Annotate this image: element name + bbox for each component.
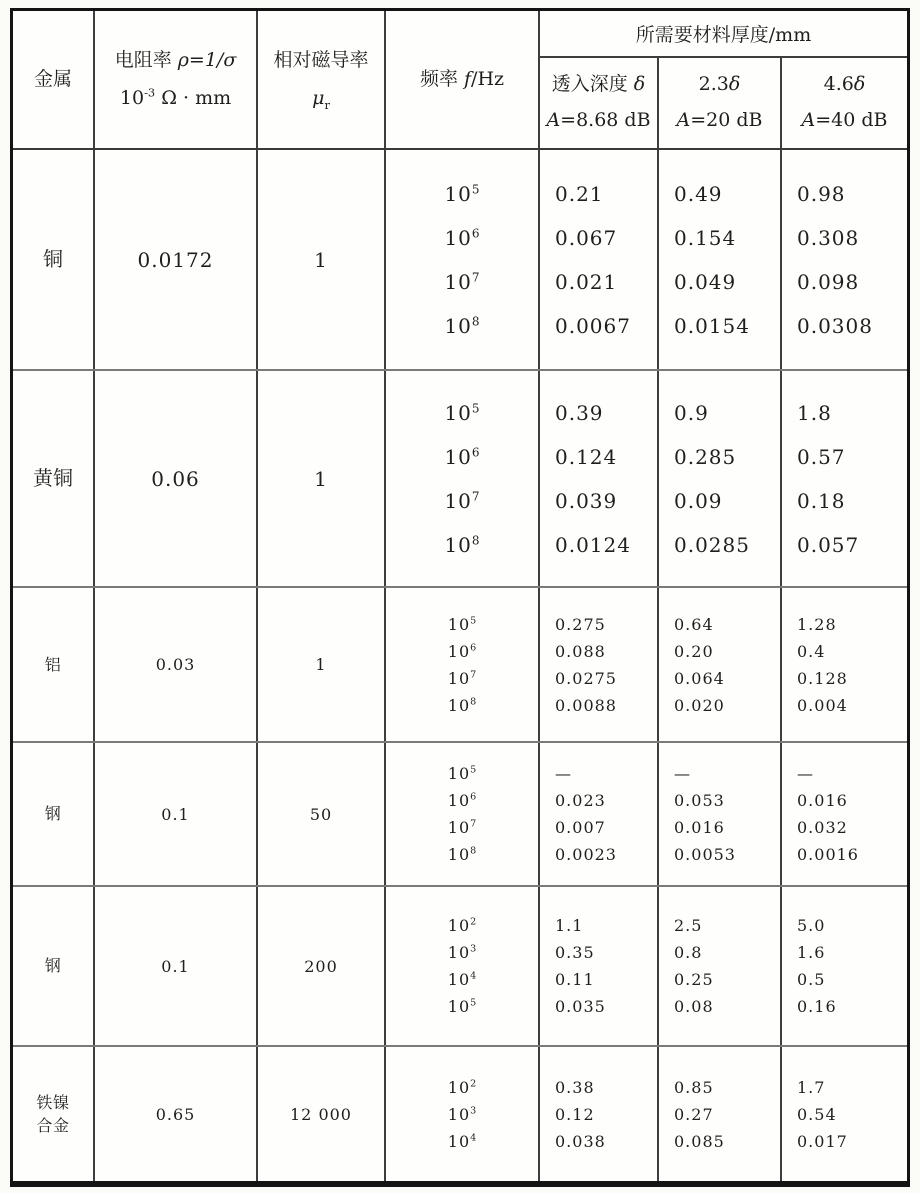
thickness-delta-cell bbox=[540, 588, 659, 741]
frequency-value: $10^4$ bbox=[447, 1131, 477, 1151]
thickness-value: 2.5 bbox=[674, 916, 703, 935]
thickness-2p3-delta-cell bbox=[659, 743, 782, 885]
frequency-value: $10^6$ bbox=[447, 791, 477, 810]
thickness-value: 0.285 bbox=[674, 444, 737, 469]
thickness-value: 0.0308 bbox=[797, 313, 873, 338]
thickness-value: 0.18 bbox=[797, 488, 846, 513]
thickness-value: 0.5 bbox=[797, 970, 826, 989]
thickness-value: 0.98 bbox=[797, 181, 846, 206]
header-thickness-subcolumns bbox=[540, 58, 907, 148]
frequency-value: $10^7$ bbox=[447, 818, 477, 837]
thickness-2p3-delta-cell bbox=[659, 150, 782, 369]
thickness-value: 0.308 bbox=[797, 225, 860, 250]
resistivity-value-cell: 0.0172 bbox=[95, 150, 258, 369]
thickness-value: 0.09 bbox=[674, 488, 723, 513]
thickness-value: 0.38 bbox=[555, 1077, 595, 1097]
metal-name-cell bbox=[13, 887, 95, 1045]
thickness-value: 0.0088 bbox=[555, 695, 617, 715]
header-metal-label: 金属 bbox=[33, 67, 72, 90]
thickness-2p3-delta-cell bbox=[659, 371, 782, 586]
thickness-value: 0.08 bbox=[674, 997, 714, 1016]
header-col-4p6-delta: 4.6δ A=40 dB bbox=[801, 73, 888, 131]
thickness-value: 0.25 bbox=[674, 970, 714, 989]
thickness-value: 0.0154 bbox=[674, 313, 750, 338]
thickness-value: 0.21 bbox=[555, 181, 604, 206]
thickness-value: 0.064 bbox=[674, 668, 725, 688]
permeability-value-cell: 12 000 bbox=[258, 1047, 386, 1181]
thickness-value: 0.39 bbox=[555, 400, 604, 425]
thickness-value: 5.0 bbox=[797, 916, 826, 935]
thickness-value: 0.64 bbox=[674, 614, 714, 634]
thickness-value: 0.8 bbox=[674, 943, 703, 962]
thickness-4p6-delta-cell bbox=[782, 371, 907, 586]
frequency-value: $10^2$ bbox=[447, 1077, 477, 1097]
thickness-value: 0.020 bbox=[674, 695, 725, 715]
thickness-value: 0.49 bbox=[674, 181, 723, 206]
header-resistivity-line2: $10^{-3}$ Ω · mm bbox=[119, 85, 232, 109]
table-row bbox=[13, 887, 907, 1047]
thickness-value: 0.0053 bbox=[674, 845, 736, 864]
frequency-value: $10^8$ bbox=[447, 845, 477, 864]
frequency-values-cell bbox=[386, 1047, 540, 1181]
thickness-value: 0.039 bbox=[555, 488, 618, 513]
thickness-value: 0.016 bbox=[797, 791, 848, 810]
frequency-value: $10^4$ bbox=[447, 970, 477, 989]
frequency-value: $10^5$ bbox=[444, 181, 480, 206]
thickness-value: 0.085 bbox=[674, 1131, 725, 1151]
thickness-value: 0.088 bbox=[555, 641, 606, 661]
table-row bbox=[13, 588, 907, 743]
table-header bbox=[13, 11, 907, 150]
thickness-2p3-delta-cell bbox=[659, 588, 782, 741]
thickness-value: 0.016 bbox=[674, 818, 725, 837]
thickness-value: 0.035 bbox=[555, 997, 606, 1016]
thickness-value: 0.57 bbox=[797, 444, 846, 469]
header-metal bbox=[13, 11, 95, 148]
header-resistivity-line1: 电阻率 ρ=1/σ bbox=[114, 48, 237, 71]
header-permeability-line2: $\mu_r$ bbox=[312, 86, 330, 112]
header-thickness-group bbox=[540, 11, 907, 148]
permeability-value-cell: 50 bbox=[258, 743, 386, 885]
frequency-value: $10^6$ bbox=[444, 444, 480, 469]
thickness-delta-cell bbox=[540, 743, 659, 885]
thickness-value: 0.098 bbox=[797, 269, 860, 294]
thickness-value: 0.053 bbox=[674, 791, 725, 810]
table-row bbox=[13, 1047, 907, 1181]
header-thickness-title: 所需要材料厚度/mm bbox=[540, 11, 907, 58]
thickness-value: 0.128 bbox=[797, 668, 848, 688]
table-row bbox=[13, 150, 907, 371]
thickness-value: 0.0124 bbox=[555, 532, 631, 557]
thickness-4p6-delta-cell bbox=[782, 150, 907, 369]
thickness-value: 0.017 bbox=[797, 1131, 848, 1151]
table-row bbox=[13, 371, 907, 588]
permeability-value-cell: 1 bbox=[258, 150, 386, 369]
thickness-value: 0.16 bbox=[797, 997, 837, 1016]
thickness-value: 0.023 bbox=[555, 791, 606, 810]
metal-name-cell bbox=[13, 1047, 95, 1181]
frequency-value: $10^8$ bbox=[447, 695, 477, 715]
thickness-value: 0.27 bbox=[674, 1104, 714, 1124]
thickness-value: 0.0023 bbox=[555, 845, 617, 864]
thickness-2p3-delta-cell bbox=[659, 1047, 782, 1181]
thickness-value: 0.0275 bbox=[555, 668, 617, 688]
thickness-4p6-delta-cell bbox=[782, 1047, 907, 1181]
thickness-value: 0.9 bbox=[674, 400, 709, 425]
frequency-value: $10^6$ bbox=[444, 225, 480, 250]
resistivity-value-cell: 0.06 bbox=[95, 371, 258, 586]
thickness-value: 0.4 bbox=[797, 641, 826, 661]
shielding-thickness-table bbox=[10, 8, 910, 1187]
thickness-4p6-delta-cell bbox=[782, 743, 907, 885]
thickness-value: 0.35 bbox=[555, 943, 595, 962]
thickness-value: 0.0285 bbox=[674, 532, 750, 557]
metal-name: 铝 bbox=[44, 654, 62, 674]
frequency-values-cell bbox=[386, 588, 540, 741]
thickness-value: — bbox=[797, 764, 814, 783]
thickness-delta-cell bbox=[540, 1047, 659, 1181]
frequency-values-cell bbox=[386, 887, 540, 1045]
header-permeability bbox=[258, 11, 386, 148]
thickness-value: 0.057 bbox=[797, 532, 860, 557]
thickness-4p6-delta-cell bbox=[782, 588, 907, 741]
metal-name: 铁镍 合金 bbox=[36, 1092, 70, 1135]
thickness-value: 0.007 bbox=[555, 818, 606, 837]
frequency-value: $10^3$ bbox=[447, 943, 477, 962]
header-col-2p3-delta: 2.3δ A=20 dB bbox=[659, 58, 782, 148]
frequency-values-cell bbox=[386, 371, 540, 586]
frequency-value: $10^7$ bbox=[444, 488, 480, 513]
thickness-value: 0.11 bbox=[555, 970, 595, 989]
thickness-value: 0.85 bbox=[674, 1077, 714, 1097]
thickness-value: — bbox=[674, 764, 691, 783]
frequency-value: $10^5$ bbox=[447, 997, 477, 1016]
thickness-value: 1.8 bbox=[797, 400, 832, 425]
metal-name: 钢 bbox=[44, 956, 62, 976]
frequency-value: $10^5$ bbox=[447, 764, 477, 783]
resistivity-value-cell: 0.65 bbox=[95, 1047, 258, 1181]
thickness-delta-cell bbox=[540, 371, 659, 586]
thickness-4p6-delta-cell bbox=[782, 887, 907, 1045]
thickness-delta-cell bbox=[540, 150, 659, 369]
thickness-value: 0.0067 bbox=[555, 313, 631, 338]
frequency-values-cell bbox=[386, 150, 540, 369]
permeability-value-cell: 200 bbox=[258, 887, 386, 1045]
thickness-value: 1.7 bbox=[797, 1077, 826, 1097]
frequency-value: $10^5$ bbox=[447, 614, 477, 634]
frequency-value: $10^7$ bbox=[444, 269, 480, 294]
thickness-value: 0.004 bbox=[797, 695, 848, 715]
thickness-value: 0.032 bbox=[797, 818, 848, 837]
thickness-value: 0.067 bbox=[555, 225, 618, 250]
header-frequency bbox=[386, 11, 540, 148]
metal-name: 铜 bbox=[43, 247, 63, 271]
thickness-value: 0.154 bbox=[674, 225, 737, 250]
header-resistivity bbox=[95, 11, 258, 148]
thickness-value: 1.1 bbox=[555, 916, 584, 935]
frequency-value: $10^8$ bbox=[444, 532, 480, 557]
metal-name: 钢 bbox=[44, 804, 62, 824]
frequency-value: $10^6$ bbox=[447, 641, 477, 661]
resistivity-value-cell: 0.03 bbox=[95, 588, 258, 741]
metal-name-cell bbox=[13, 150, 95, 369]
table-row bbox=[13, 743, 907, 887]
resistivity-value-cell: 0.1 bbox=[95, 743, 258, 885]
thickness-delta-cell bbox=[540, 887, 659, 1045]
thickness-value: 1.28 bbox=[797, 614, 837, 634]
frequency-value: $10^3$ bbox=[447, 1104, 477, 1124]
permeability-value-cell: 1 bbox=[258, 588, 386, 741]
metal-name-cell bbox=[13, 588, 95, 741]
header-permeability-line1: 相对磁导率 bbox=[273, 48, 369, 71]
thickness-value: 0.124 bbox=[555, 444, 618, 469]
metal-name: 黄铜 bbox=[33, 466, 73, 490]
resistivity-value-cell: 0.1 bbox=[95, 887, 258, 1045]
metal-name-cell bbox=[13, 371, 95, 586]
permeability-value-cell: 1 bbox=[258, 371, 386, 586]
thickness-value: 1.6 bbox=[797, 943, 826, 962]
thickness-value: — bbox=[555, 764, 572, 783]
thickness-value: 0.038 bbox=[555, 1131, 606, 1151]
metal-name-cell bbox=[13, 743, 95, 885]
thickness-value: 0.20 bbox=[674, 641, 714, 661]
table-body bbox=[13, 150, 907, 1181]
thickness-value: 0.0016 bbox=[797, 845, 859, 864]
thickness-value: 0.12 bbox=[555, 1104, 595, 1124]
frequency-values-cell bbox=[386, 743, 540, 885]
thickness-value: 0.275 bbox=[555, 614, 606, 634]
thickness-2p3-delta-cell bbox=[659, 887, 782, 1045]
header-col-penetration-depth: 透入深度 δ A=8.68 dB bbox=[540, 58, 659, 148]
frequency-value: $10^2$ bbox=[447, 916, 477, 935]
frequency-value: $10^8$ bbox=[444, 313, 480, 338]
thickness-value: 0.049 bbox=[674, 269, 737, 294]
frequency-value: $10^5$ bbox=[444, 400, 480, 425]
header-frequency-label: 频率 f/Hz bbox=[419, 67, 505, 90]
frequency-value: $10^7$ bbox=[447, 668, 477, 688]
thickness-value: 0.021 bbox=[555, 269, 618, 294]
thickness-value: 0.54 bbox=[797, 1104, 837, 1124]
